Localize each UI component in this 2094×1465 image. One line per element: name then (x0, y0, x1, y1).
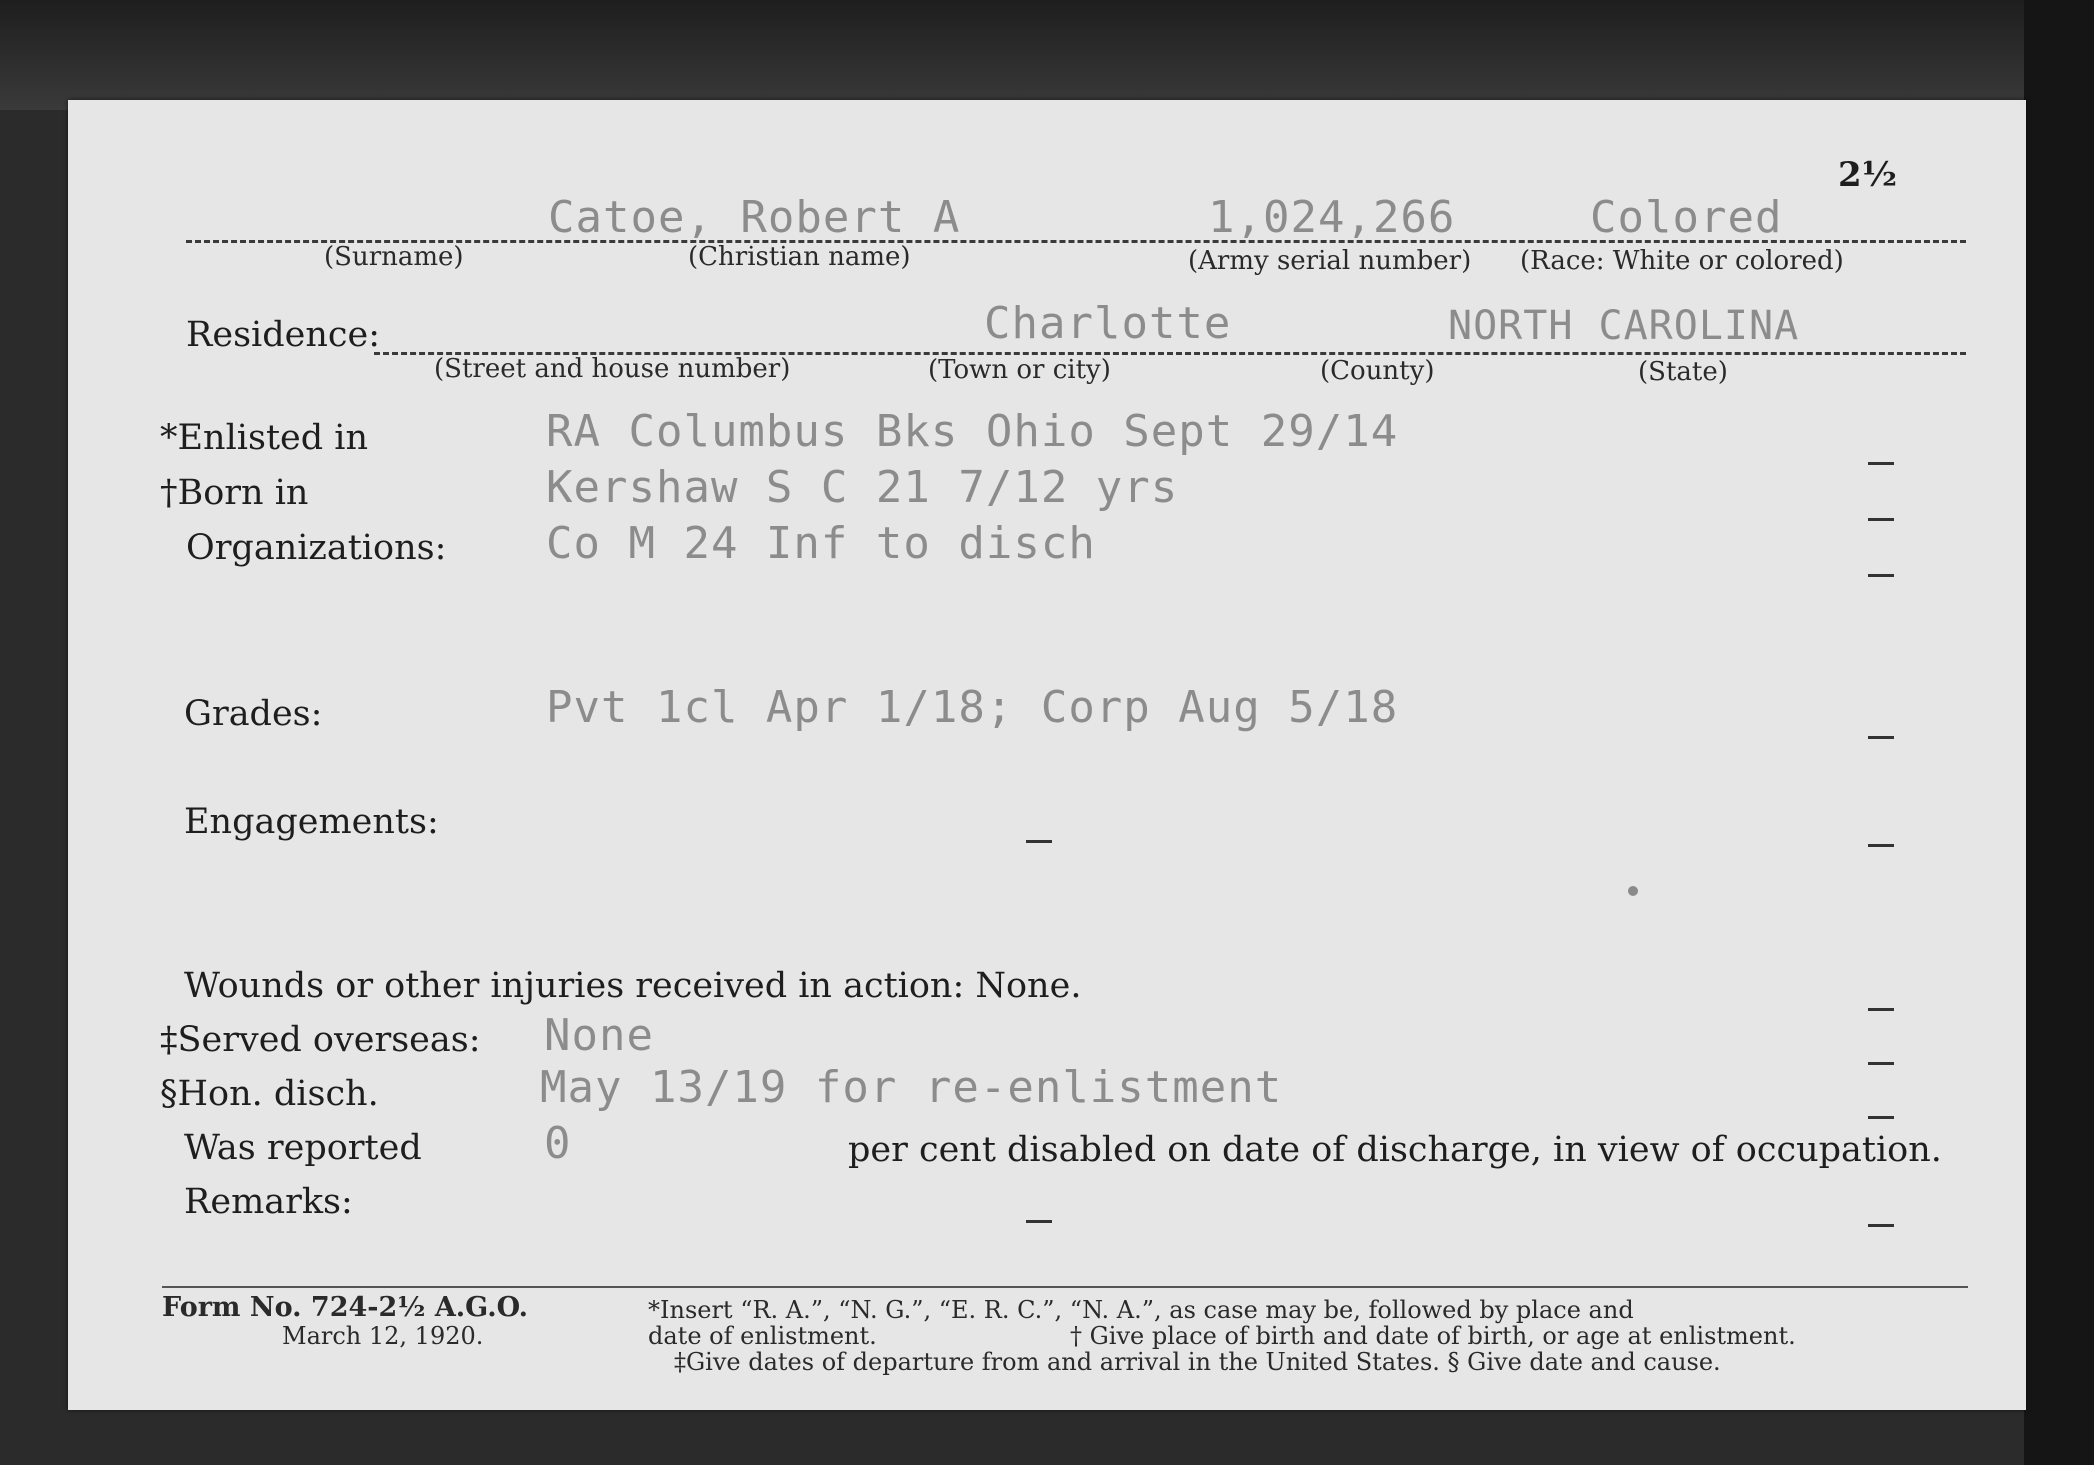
state-value: NORTH CAROLINA (1448, 303, 1800, 349)
footnote-enlisted: *Insert “R. A.”, “N. G.”, “E. R. C.”, “N. A.”, as case may be, followed by place and (648, 1296, 1634, 1324)
scan-background-top (0, 0, 2094, 110)
wounds-label: Wounds or other injuries received in action: None. (184, 966, 1082, 1006)
service-record-card (68, 100, 2026, 1410)
margin-dash (1868, 736, 1894, 739)
christian-name-caption: (Christian name) (688, 242, 911, 272)
remarks-label: Remarks: (184, 1182, 353, 1222)
hon-disch-value: May 13/19 for re-enlistment (540, 1062, 1283, 1113)
margin-dash (1868, 1062, 1894, 1065)
footnote-birth: † Give place of birth and date of birth, or age at enlistment. (1070, 1322, 1796, 1350)
race-caption: (Race: White or colored) (1520, 246, 1844, 276)
grades-value: Pvt 1cl Apr 1/18; Corp Aug 5/18 (546, 682, 1399, 733)
paper-speck (1628, 886, 1638, 896)
footnote-enlistment-date: date of enlistment. (648, 1322, 877, 1350)
engagements-dash (1026, 840, 1052, 843)
race-value: Colored (1590, 192, 1783, 243)
margin-dash (1868, 1116, 1894, 1119)
remarks-dash (1026, 1220, 1052, 1223)
residence-label: Residence: (186, 315, 380, 355)
engagements-label: Engagements: (184, 802, 439, 842)
overseas-label: ‡Served overseas: (160, 1020, 481, 1060)
margin-dash (1868, 844, 1894, 847)
born-label: †Born in (160, 473, 309, 513)
state-caption: (State) (1638, 357, 1728, 387)
footnote-overseas-discharge: ‡Give dates of departure from and arrival in the United States. § Give date and cause. (674, 1348, 1721, 1376)
county-caption: (County) (1320, 356, 1435, 386)
margin-dash (1868, 518, 1894, 521)
town-value: Charlotte (984, 298, 1232, 349)
reported-suffix: per cent disabled on date of discharge, in view of occupation. (848, 1130, 1942, 1170)
form-number: Form No. 724-2½ A.G.O. (162, 1292, 529, 1323)
organizations-label: Organizations: (186, 528, 447, 568)
surname-caption: (Surname) (324, 242, 464, 272)
was-reported-label: Was reported (184, 1128, 422, 1168)
street-caption: (Street and house number) (434, 354, 791, 384)
card-number: 2½ (1838, 155, 1898, 195)
margin-dash (1868, 462, 1894, 465)
margin-dash (1868, 1224, 1894, 1227)
margin-dash (1868, 1008, 1894, 1011)
reported-value: 0 (544, 1118, 572, 1169)
town-caption: (Town or city) (928, 355, 1111, 385)
form-date: March 12, 1920. (282, 1322, 484, 1350)
scan-background-right (2024, 0, 2094, 1465)
organizations-value: Co M 24 Inf to disch (546, 518, 1096, 569)
footer-rule (162, 1286, 1968, 1288)
name-value: Catoe, Robert A (548, 192, 961, 243)
overseas-value: None (544, 1010, 654, 1061)
enlisted-value: RA Columbus Bks Ohio Sept 29/14 (546, 406, 1399, 457)
serial-caption: (Army serial number) (1188, 246, 1472, 276)
margin-dash (1868, 574, 1894, 577)
born-value: Kershaw S C 21 7/12 yrs (546, 462, 1179, 513)
grades-label: Grades: (184, 694, 323, 734)
enlisted-label: *Enlisted in (160, 418, 368, 458)
hon-disch-label: §Hon. disch. (160, 1074, 379, 1114)
serial-value: 1,024,266 (1208, 192, 1456, 243)
